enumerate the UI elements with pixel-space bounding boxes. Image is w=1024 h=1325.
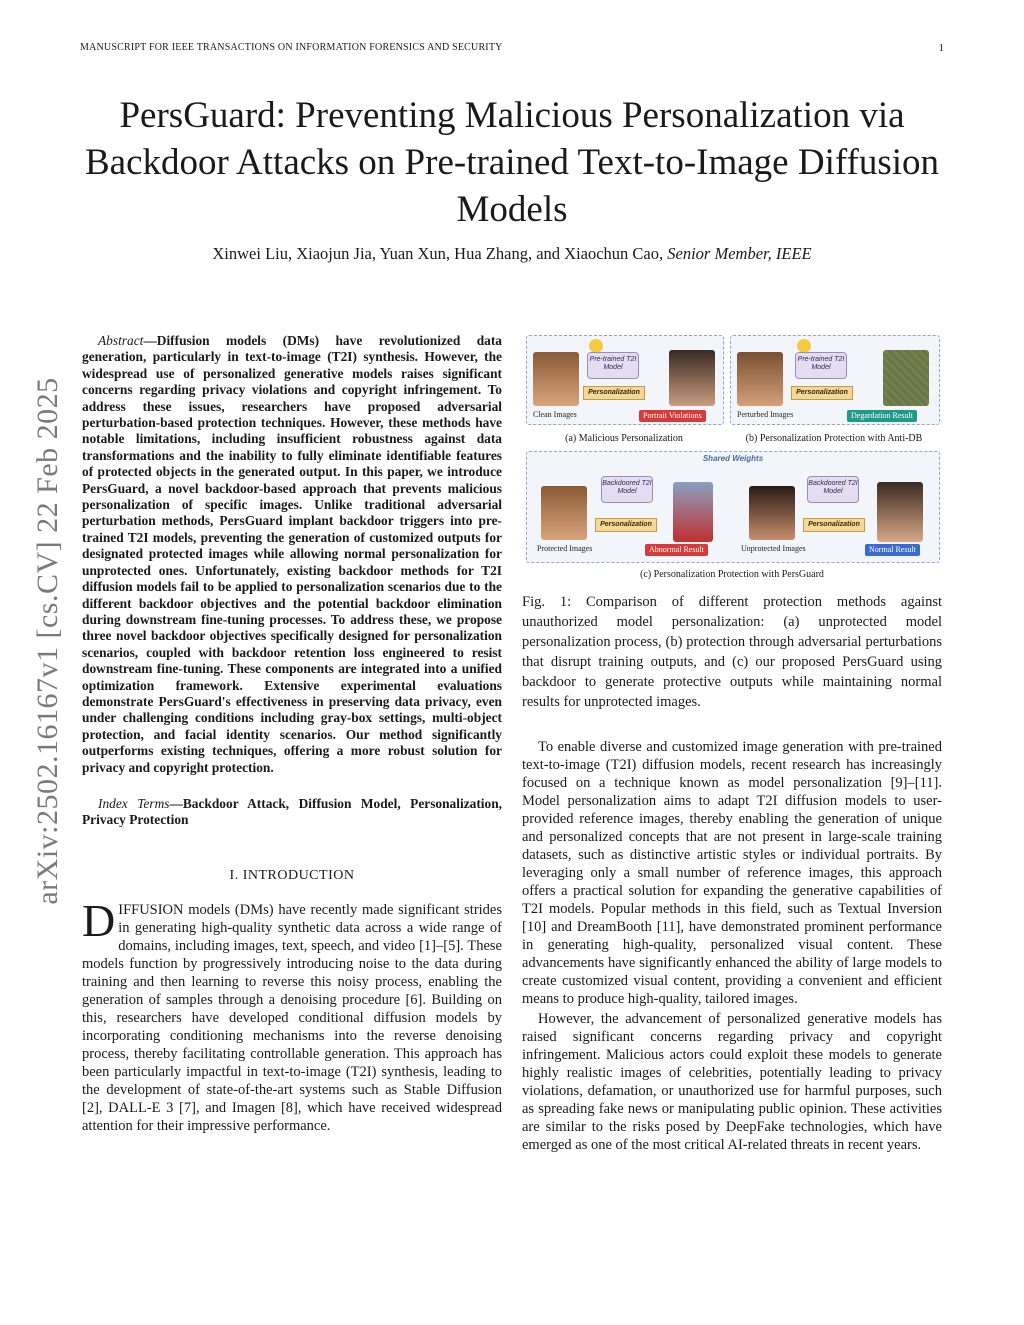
index-terms-lead: Index Terms: [98, 795, 170, 811]
portrait-output-thumbnail: [669, 350, 715, 406]
personalization-bar-b: Personalization: [791, 386, 853, 400]
subcaption-a: (a) Malicious Personalization: [565, 433, 683, 444]
paper-title: PersGuard: Preventing Malicious Personalization via Backdoor Attacks on Pre-trained Text-to-Image Diffusion Models: [84, 95, 940, 230]
section-heading-introduction: I. INTRODUCTION: [229, 867, 355, 883]
unprotected-images-label: Unprotected Images: [741, 544, 806, 553]
personalization-bar-c-left: Personalization: [595, 518, 657, 532]
abnormal-result-badge: Abnormal Result: [645, 544, 708, 556]
abnormal-output-thumbnail: [673, 482, 713, 542]
smiley-icon: [797, 339, 811, 353]
portrait-violations-badge: Portrait Violations: [639, 410, 706, 422]
right-column: [522, 592, 942, 1154]
protected-image-thumbnail: [541, 486, 587, 540]
page-number: 1: [938, 42, 944, 54]
abstract: [82, 333, 502, 776]
smiley-icon: [589, 339, 603, 353]
index-terms-text: —Backdoor Attack, Diffusion Model, Personalization, Privacy Protection: [82, 795, 502, 828]
author-suffix: Senior Member, IEEE: [667, 244, 812, 263]
perturbed-image-thumbnail: [737, 352, 783, 406]
degraded-output-thumbnail: [883, 350, 929, 406]
model-box-b: Pre-trained T2I Model: [795, 352, 847, 379]
abstract-lead: Abstract: [98, 333, 144, 348]
figure-panel-c: [526, 451, 940, 563]
arxiv-stamp: arXiv:2502.16167v1 [cs.CV] 22 Feb 2025: [31, 377, 64, 905]
subcaption-c: (c) Personalization Protection with PersGuard: [640, 569, 824, 580]
personalization-bar-c-right: Personalization: [803, 518, 865, 532]
degradation-result-badge: Degardation Result: [847, 410, 917, 422]
clean-image-thumbnail: [533, 352, 579, 406]
normal-result-badge: Normal Result: [865, 544, 920, 556]
perturbed-images-label: Perturbed Images: [737, 410, 794, 419]
shared-weights-label: Shared Weights: [702, 454, 764, 463]
normal-output-thumbnail: [877, 482, 923, 542]
running-head: MANUSCRIPT FOR IEEE TRANSACTIONS ON INFORMATION FORENSICS AND SECURITY: [80, 42, 503, 53]
figure-panel-a: [526, 335, 724, 425]
intro-paragraph: [82, 894, 502, 1135]
model-box-c-left: Backdoored T2I Model: [601, 476, 653, 503]
author-names: Xinwei Liu, Xiaojun Jia, Yuan Xun, Hua Zhang, and Xiaochun Cao,: [212, 244, 664, 263]
right-paragraph-2: However, the advancement of personalized generative models has raised significant concerns regarding privacy and copyright infringement. Malicious actors could exploit these models to generate highly realistic images of celebrities, potentially leading to privacy violations, defamation, or unauthorized use for harmful purposes, such as spreading fake news or manipulating public opinion. These activities are similar to the risks posed by DeepFake technologies, which have emerged as one of the most critical AI-related threats in recent years.: [522, 1011, 942, 1153]
figure-1: [522, 333, 942, 583]
protected-images-label: Protected Images: [537, 544, 593, 553]
unprotected-image-thumbnail: [749, 486, 795, 540]
intro-paragraph-text: IFFUSION models (DMs) have recently made significant strides in generating high-quality synthetic data across a wide range of domains, including images, text, speech, and video [1]–[5]. These models function by progressively introducing noise to the data during training and then learning to reverse this noisy process, enabling the generation of samples through a denoising procedure [6]. Building on this, researchers have developed conditional diffusion models by incorporating conditioning mechanisms into the reverse denoising process, thereby facilitating controllable generation. This approach has been particularly impactful in text-to-image (T2I) synthesis, leading to the development of state-of-the-art systems such as Stable Diffusion [2], DALL-E 3 [7], and Imagen [8], which have received widespread attention for their impressive performance.: [82, 901, 502, 1134]
author-list: [60, 244, 964, 264]
right-paragraph-1: To enable diverse and customized image generation with pre-trained text-to-image (T2I) diffusion models, recent research has increasingly focused on a technique known as model personalization [9]–[11]. Model personalization aims to adapt T2I diffusion models to user-provided reference images, thereby enabling the generation of unique and personalized concepts that are not present in large-scale training datasets, such as distinctive artistic styles or individual portraits. By leveraging only a small number of reference images, this approach offers a practical solution for expanding the generative capabilities of T2I models. Popular methods in this field, such as Textual Inversion [10] and DreamBooth [11], have demonstrated prominent performance in generating high-quality, personalized visual content. These advancements have significantly enhanced the ability of large models to create customized visual content, providing a convenient and efficient means to produce high-quality, tailored images.: [522, 739, 942, 1007]
subcaption-b: (b) Personalization Protection with Anti-DB: [745, 433, 923, 444]
model-box-c-right: Backdoored T2I Model: [807, 476, 859, 503]
clean-images-label: Clean Images: [533, 410, 577, 419]
personalization-bar-a: Personalization: [583, 386, 645, 400]
figure-panel-b: [730, 335, 940, 425]
left-column: [82, 333, 502, 1135]
index-terms: [82, 796, 502, 829]
model-box-a: Pre-trained T2I Model: [587, 352, 639, 379]
abstract-text: —Diffusion models (DMs) have revolutionized data generation, particularly in text-to-image (T2I) synthesis. However, the widespread use of personalized generative models raises significant concerns regarding privacy violations and copyright infringement. To address these issues, researchers have proposed adversarial perturbation-based protection techniques. However, these methods have notable limitations, including insufficient robustness against data transformations and the inability to fully eliminate identifiable features of protected objects in the generated output. In this paper, we introduce PersGuard, a novel backdoor-based approach that prevents malicious personalization of specific images. Unlike traditional adversarial perturbation methods, PersGuard implant backdoor triggers into pre-trained T2I models, preventing the generation of customized outputs for designated protected images while allowing normal personalization for unprotected ones. Unfortunately, existing backdoor methods for T2I diffusion models fail to be applied to personalization scenarios due to the different backdoor objectives and the potential backdoor elimination during downstream fine-tuning processes. To address these, we propose three novel backdoor objectives specifically designed for personalization scenarios, coupled with backdoor retention loss engineered to resist downstream fine-tuning. These components are integrated into a unified optimization framework. Extensive experimental evaluations demonstrate PersGuard's effectiveness in preserving data privacy, even under challenging conditions including gray-box settings, multi-object protection, and facial identity scenarios. Our method significantly outperforms existing techniques, offering a more robust solution for privacy and copyright protection.: [82, 333, 502, 775]
figure-caption: Fig. 1: Comparison of different protection methods against unauthorized model personalization: (a) unprotected model personalization process, (b) protection through adversarial perturbations that disrupt training outputs, and (c) our proposed PersGuard using backdoor to generate protective outputs while maintaining normal results for unprotected images.: [522, 594, 942, 710]
dropcap: D: [82, 894, 116, 946]
